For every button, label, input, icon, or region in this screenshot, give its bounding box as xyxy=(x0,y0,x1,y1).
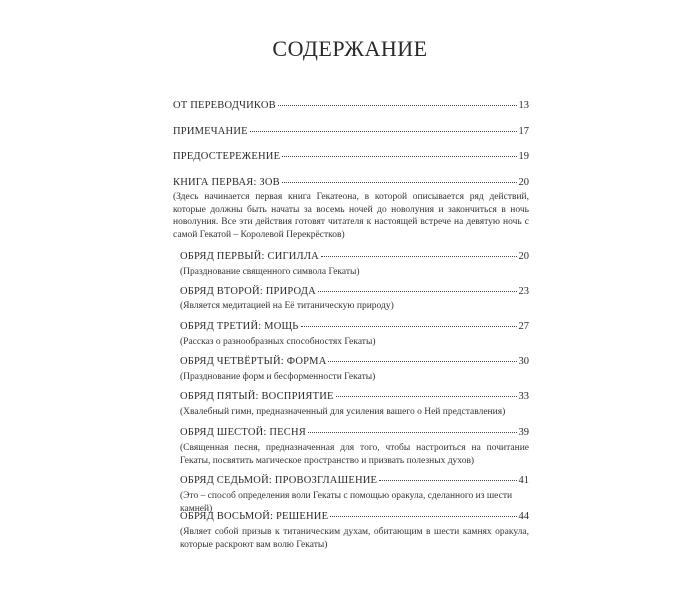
page-title: СОДЕРЖАНИЕ xyxy=(272,36,428,61)
dot-leader xyxy=(328,361,516,362)
toc-entry-page: 20 xyxy=(518,177,529,188)
dot-leader xyxy=(318,291,517,292)
toc-rite-label: ОБРЯД ТРЕТИЙ: МОЩЬ xyxy=(180,321,299,332)
toc-rite-3[interactable] xyxy=(180,321,529,333)
toc-rite-4[interactable] xyxy=(180,356,529,368)
toc-rite-page: 30 xyxy=(518,356,529,367)
toc-rite-label: ОБРЯД ПЕРВЫЙ: СИГИЛЛА xyxy=(180,251,319,262)
toc-entry-description: (Здесь начинается первая книга Гекатеона, в которой описывается ряд действий, которые должны быть начаты за восемь ночей до новолуния и закончиться в ночь новолуния. Все эти действия готовят читателя к настоящей встрече на девятую ночь с самой Гекатой – Королевой Перекрёстков) xyxy=(173,192,529,240)
toc-rite-page: 33 xyxy=(518,391,529,402)
toc-entry-book-one[interactable] xyxy=(173,177,529,189)
toc-rite-description: (Празднование форм и бесформенности Гекаты) xyxy=(180,372,376,382)
toc-entry-page: 17 xyxy=(518,126,529,137)
toc-rite-7[interactable] xyxy=(180,475,529,487)
toc-rite-5[interactable] xyxy=(180,391,529,403)
toc-entry-warning[interactable] xyxy=(173,151,529,163)
toc-rite-1[interactable] xyxy=(180,251,529,263)
toc-rite-description: (Являет собой призыв к титаническим духам, обитающим в шести камнях оракула, которые раскроют вам волю Гекаты) xyxy=(180,527,529,550)
toc-rite-label: ОБРЯД ПЯТЫЙ: ВОСПРИЯТИЕ xyxy=(180,391,334,402)
toc-entry-label: ПРИМЕЧАНИЕ xyxy=(173,126,248,137)
toc-rite-description: (Празднование священного символа Гекаты) xyxy=(180,267,360,277)
dot-leader xyxy=(321,256,517,257)
dot-leader xyxy=(282,182,517,183)
dot-leader xyxy=(278,105,517,106)
toc-rite-page: 20 xyxy=(518,251,529,262)
dot-leader xyxy=(250,131,517,132)
toc-entry-label: ПРЕДОСТЕРЕЖЕНИЕ xyxy=(173,151,281,162)
dot-leader xyxy=(379,480,516,481)
dot-leader xyxy=(330,516,516,517)
toc-rite-8[interactable] xyxy=(180,511,529,523)
toc-rite-label: ОБРЯД ШЕСТОЙ: ПЕСНЯ xyxy=(180,427,306,438)
toc-rite-label: ОБРЯД ЧЕТВЁРТЫЙ: ФОРМА xyxy=(180,356,327,367)
toc-rite-page: 23 xyxy=(518,286,529,297)
dot-leader xyxy=(301,326,517,327)
toc-rite-2[interactable] xyxy=(180,286,529,298)
toc-rite-description: (Рассказ о разнообразных способностях Гекаты) xyxy=(180,337,376,347)
toc-rite-page: 44 xyxy=(518,511,529,522)
toc-rite-label: ОБРЯД СЕДЬМОЙ: ПРОВОЗГЛАШЕНИЕ xyxy=(180,475,378,486)
toc-entry-translators[interactable] xyxy=(173,100,529,112)
dot-leader xyxy=(308,432,517,433)
toc-rite-label: ОБРЯД ВТОРОЙ: ПРИРОДА xyxy=(180,286,316,297)
toc-rite-description: (Хвалебный гимн, предназначенный для усиления вашего о Ней представления) xyxy=(180,407,506,417)
toc-rite-6[interactable] xyxy=(180,427,529,439)
dot-leader xyxy=(282,156,516,157)
toc-rite-description: (Это – способ определения воли Гекаты с помощью оракула, сделанного из шести камней) xyxy=(180,491,513,514)
toc-entry-label: ОТ ПЕРЕВОДЧИКОВ xyxy=(173,100,276,111)
toc-rite-page: 27 xyxy=(518,321,529,332)
toc-rite-page: 41 xyxy=(518,475,529,486)
dot-leader xyxy=(336,396,517,397)
toc-entry-label: КНИГА ПЕРВАЯ: ЗОВ xyxy=(173,177,280,188)
toc-rite-description: (Является медитацией на Её титаническую природу) xyxy=(180,301,394,311)
toc-rite-label: ОБРЯД ВОСЬМОЙ: РЕШЕНИЕ xyxy=(180,511,329,522)
toc-entry-page: 19 xyxy=(518,151,529,162)
toc-entry-page: 13 xyxy=(518,100,529,111)
toc-rite-page: 39 xyxy=(518,427,529,438)
toc-rite-description: (Священная песня, предназначенная для того, чтобы настроиться на почитание Гекаты, посвятить магическое пространство и призвать полезных духов) xyxy=(180,443,529,466)
toc-entry-note[interactable] xyxy=(173,126,529,138)
